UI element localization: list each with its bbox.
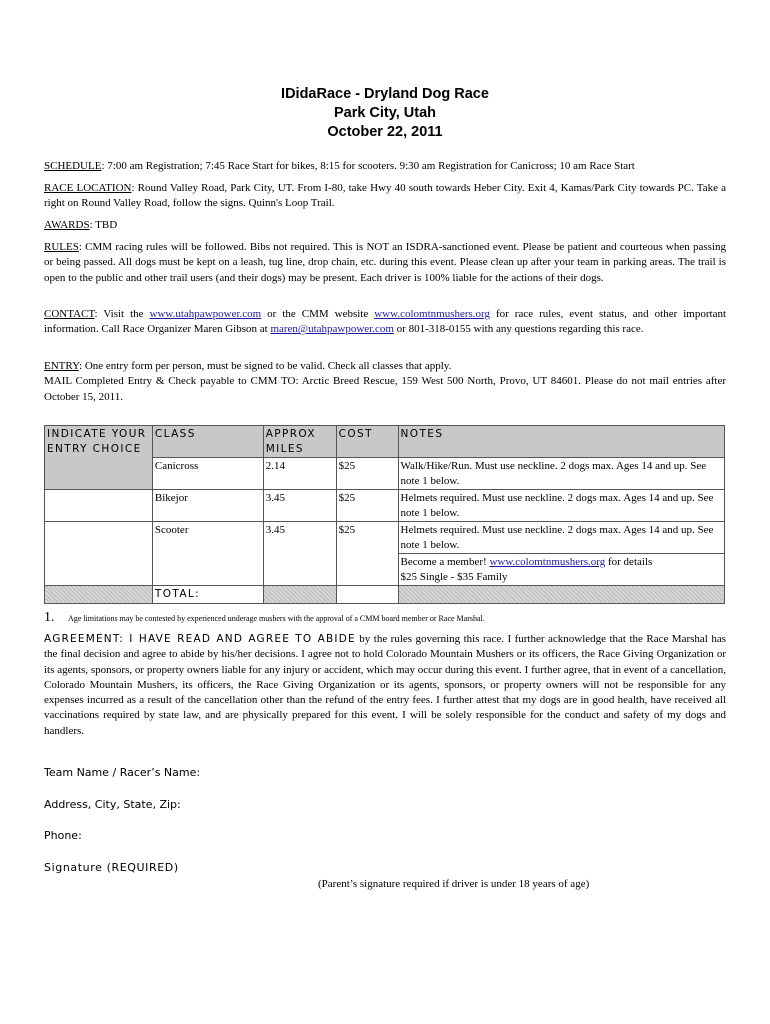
total-blank-cell [45, 586, 153, 604]
total-label: TOTAL: [152, 586, 263, 604]
race-location-section [44, 181, 726, 212]
table-row [45, 522, 725, 554]
awards-section [44, 218, 726, 233]
miles-cell: 3.45 [263, 522, 336, 586]
miles-cell: 3.45 [263, 490, 336, 522]
entry-text: : One entry form per person, must be signed to be valid. Check all classes that apply. [79, 360, 452, 372]
notes-cell: Helmets required. Must use neckline. 2 dogs max. Ages 14 and up. See note 1 below. [398, 522, 724, 554]
total-blank-cell [263, 586, 336, 604]
contact-section [44, 307, 726, 338]
notes-cell: Walk/Hike/Run. Must use neckline. 2 dogs max. Ages 14 and up. See note 1 below. [398, 458, 724, 490]
agreement-text: by the rules governing this race. I further acknowledge that the Race Marshal has the final decision and agree to abide by his/her decisions. I agree not to hold Colorado Mountain Mushers or its officers, the Race Giving Organization or its agents, sponsors, or property owners liable for any injury or accident, which may occur during this event. I further agree, that in event of a cancellation, Colorado Mountain Mushers, its officers, the Race Giving Organization or its agents, sponsors, or property owners will not be responsible for any expenses incurred as a result of the cancellation other than the refund of the entry fees. I further attest that my dogs are in good health, have received all vaccinations required by state law, and are physically prepared for this event. I will be solely responsible for the conduct and safety of my dogs and handlers. [44, 633, 726, 737]
notes-cell: Helmets required. Must use neckline. 2 dogs max. Ages 14 and up. See note 1 below. [398, 490, 724, 522]
agreement-section [44, 632, 726, 739]
total-amount-field[interactable] [336, 586, 398, 604]
footnote-text: Age limitations may be contested by experienced underage mushers with the approval of a CMM board member or Race Marshal. [68, 614, 485, 623]
membership-price: $25 Single - $35 Family [400, 570, 508, 583]
class-cell: Bikejor [152, 490, 263, 522]
schedule-text: : 7:00 am Registration; 7:45 Race Start for bikes, 8:15 for scooters. 9:30 am Registration for Canicross; 10 am Race Start [101, 160, 635, 172]
schedule-label: SCHEDULE [44, 160, 102, 172]
membership-text: Become a member! [400, 556, 490, 568]
entry-section [44, 359, 726, 405]
team-name-label: Team Name / Racer’s Name: [44, 766, 201, 779]
table-header-row [45, 426, 725, 458]
header-miles: APPROX MILES [263, 426, 336, 458]
colomtnmushers-link[interactable]: www.colomtnmushers.org [374, 308, 491, 320]
race-location-label: RACE LOCATION [44, 182, 132, 194]
signature-label: Signature (REQUIRED) [44, 861, 179, 874]
class-cell: Scooter [152, 522, 263, 586]
header-notes: NOTES [398, 426, 724, 458]
location-title: Park City, Utah [333, 105, 437, 121]
class-cell: Canicross [152, 458, 263, 490]
footnote-1 [44, 608, 726, 626]
cost-cell: $25 [336, 490, 398, 522]
header-cost: COST [336, 426, 398, 458]
rules-section [44, 240, 726, 286]
contact-label: CONTACT [44, 308, 95, 320]
signature-note: (Parent’s signature required if driver is under 18 years of age) [318, 878, 590, 890]
agreement-lead: AGREEMENT: I HAVE READ AND AGREE TO ABIDE [44, 633, 356, 645]
phone-label: Phone: [44, 829, 82, 842]
footnote-number: 1. [44, 610, 55, 625]
rules-text: : CMM racing rules will be followed. Bibs not required. This is NOT an ISDRA-sanctioned event. Please be patient and courteous when passing or being passed. All dogs must be kept on a leash, tug line, drop chain, etc. during this event. Please clean up after your team in parking areas. The trail is open to the public and other trail users (and their dogs) may be present. Each driver is 100% liable for the actions of their dogs. [44, 241, 726, 284]
mail-instructions: MAIL Completed Entry & Check payable to CMM TO: Arctic Breed Rescue, 159 West 500 North, Provo, UT 84601. Please do not mail entries after October 15, 2011. [44, 375, 726, 403]
awards-label: AWARDS [44, 219, 90, 231]
total-blank-cell [398, 586, 724, 604]
cost-cell: $25 [336, 522, 398, 586]
membership-link[interactable]: www.colomtnmushers.org [489, 556, 606, 568]
utahpawpower-link[interactable]: www.utahpawpower.com [149, 308, 262, 320]
contact-text-4: or 801-318-0155 with any questions regarding this race. [393, 323, 644, 336]
total-row [45, 586, 725, 604]
page-title: IDidaRace - Dryland Dog Race [281, 86, 489, 102]
membership-cell [398, 554, 724, 586]
entry-choice-bikejor[interactable] [45, 490, 153, 522]
contact-text-1: : Visit the [94, 308, 150, 320]
miles-cell: 2.14 [263, 458, 336, 490]
contact-text-2: or the CMM website [261, 308, 375, 320]
schedule-section [44, 159, 726, 174]
race-location-text: : Round Valley Road, Park City, UT. From I-80, take Hwy 40 south towards Heber City. Exit 4, Kamas/Park City towards PC. Take a right on Round Valley Road, follow the signs. Quinn's Loop Trail. [44, 182, 726, 210]
address-label: Address, City, State, Zip: [44, 798, 181, 811]
table-row [45, 490, 725, 522]
date-title: October 22, 2011 [327, 124, 443, 140]
entry-choice-table [44, 425, 725, 604]
entry-choice-scooter[interactable] [45, 522, 153, 586]
header-indicate-choice: INDICATE YOUR ENTRY CHOICE [45, 426, 153, 490]
rules-label: RULES [44, 241, 79, 253]
header-class: CLASS [152, 426, 263, 458]
contact-text-3: for race rules, event status, and other important information. Call Race Organizer Maren Gibson at [44, 308, 727, 336]
entry-label: ENTRY [44, 360, 80, 372]
cost-cell: $25 [336, 458, 398, 490]
organizer-email-link[interactable]: maren@utahpawpower.com [270, 323, 394, 336]
awards-text: : TBD [89, 219, 118, 231]
membership-details: for details [605, 556, 653, 568]
